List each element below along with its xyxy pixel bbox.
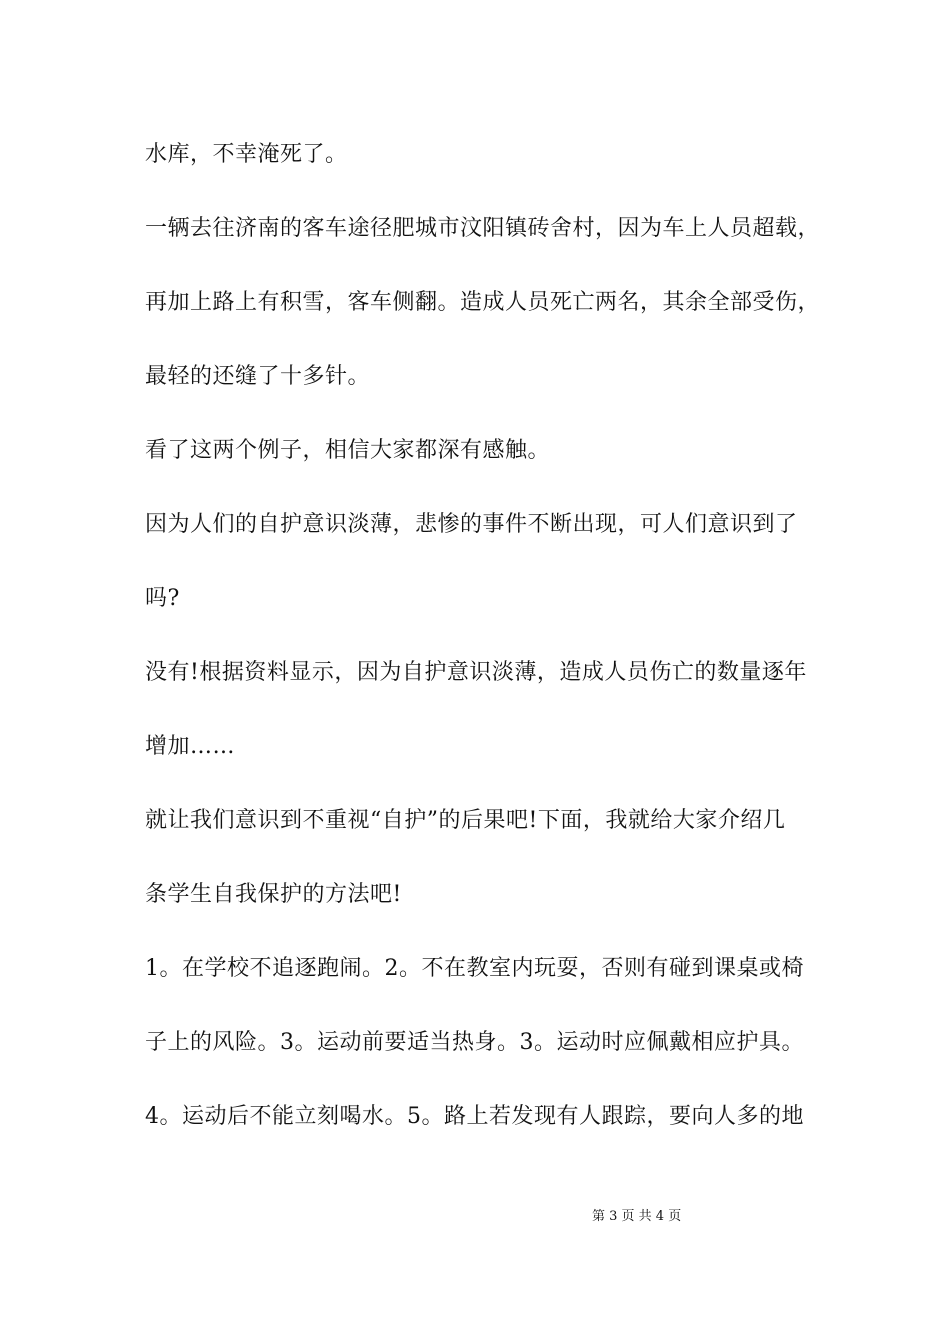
text-line: 吗? xyxy=(145,586,180,611)
text-line: 1。在学校不追逐跑闹。2。不在教室内玩耍，否则有碰到课桌或椅 xyxy=(145,956,804,981)
text-line: 没有!根据资料显示，因为自护意识淡薄，造成人员伤亡的数量逐年 xyxy=(145,660,807,685)
text-line: 因为人们的自护意识淡薄，悲惨的事件不断出现，可人们意识到了 xyxy=(145,512,798,537)
text-line: 子上的风险。3。运动前要适当热身。3。运动时应佩戴相应护具。 xyxy=(145,1030,804,1055)
text-line: 最轻的还缝了十多针。 xyxy=(145,364,371,389)
text-line: 水库，不幸淹死了。 xyxy=(145,142,348,167)
page-number: 第 3 页 共 4 页 xyxy=(592,1209,682,1224)
text-line: 就让我们意识到不重视“自护”的后果吧!下面，我就给大家介绍几 xyxy=(145,808,786,833)
page-footer xyxy=(0,1208,950,1262)
text-line: 条学生自我保护的方法吧! xyxy=(145,882,402,907)
text-line: 一辆去往济南的客车途径肥城市汶阳镇砖舍村，因为车上人员超载， xyxy=(145,216,821,241)
text-line: 再加上路上有积雪，客车侧翻。造成人员死亡两名，其余全部受伤， xyxy=(145,290,821,315)
text-line: 看了这两个例子，相信大家都深有感触。 xyxy=(145,438,551,463)
text-line: 增加…… xyxy=(145,734,236,759)
text-line: 4。运动后不能立刻喝水。5。路上若发现有人跟踪，要向人多的地 xyxy=(145,1104,804,1129)
